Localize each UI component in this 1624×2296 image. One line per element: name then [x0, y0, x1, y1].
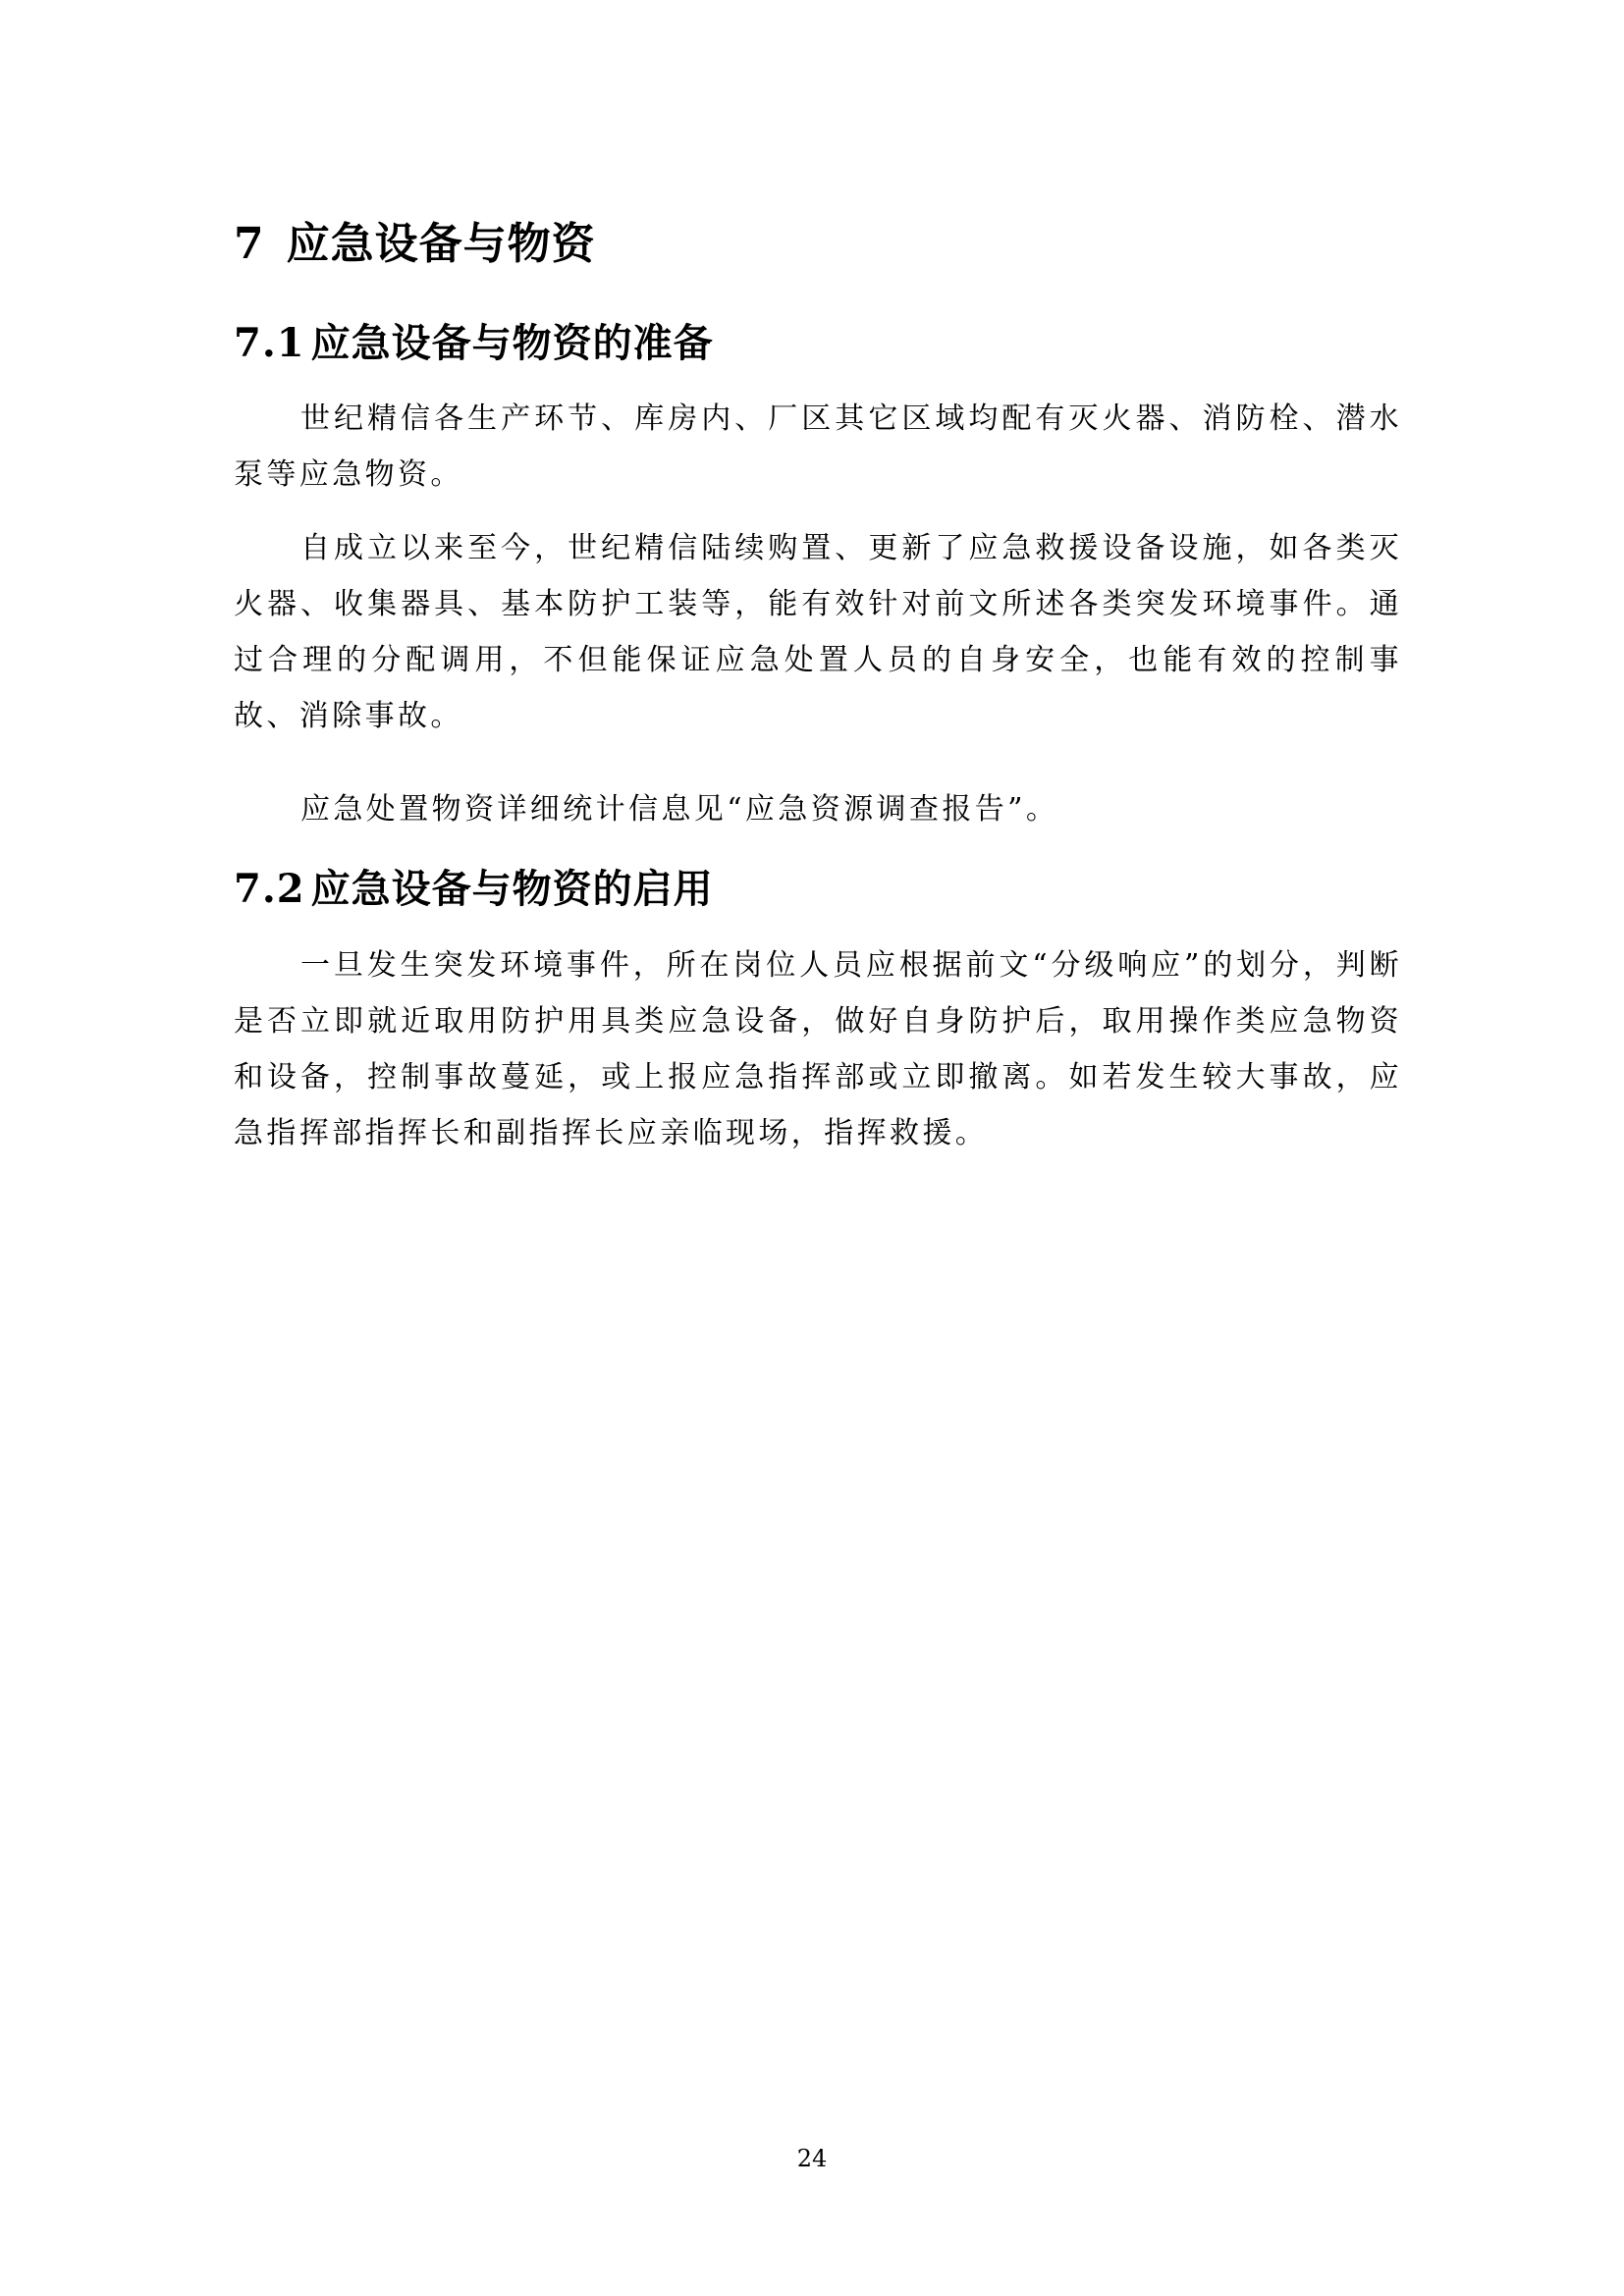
section-heading-7-1	[234, 312, 714, 368]
section-number: 7.1	[234, 320, 305, 366]
section-title: 应急设备与物资的启用	[310, 866, 714, 912]
section-number: 7.2	[234, 866, 305, 912]
paragraph: 应急处置物资详细统计信息见“应急资源调查报告”。	[300, 792, 1059, 827]
paragraph: 世纪精信各生产环节、库房内、厂区其它区域均配有灭火器、消防栓、潜水泵等应急物资。	[234, 401, 1402, 492]
page-number: 24	[796, 2145, 828, 2172]
chapter-title: 应急设备与物资	[286, 219, 596, 269]
paragraph: 一旦发生突发环境事件，所在岗位人员应根据前文“分级响应”的划分，判断是否立即就近取用防护用具类应急设备，做好自身防护后，取用操作类应急物资和设备，控制事故蔓延，或上报应急指挥部或立即撤离。如若发生较大事故，应急指挥部指挥长和副指挥长应亲临现场，指挥救援。	[234, 948, 1402, 1150]
section-title: 应急设备与物资的准备	[310, 320, 714, 366]
section-heading-7-2	[234, 858, 714, 914]
chapter-number: 7	[234, 219, 265, 269]
paragraph: 自成立以来至今，世纪精信陆续购置、更新了应急救援设备设施，如各类灭火器、收集器具、基本防护工装等，能有效针对前文所述各类突发环境事件。通过合理的分配调用，不但能保证应急处置人员的自身安全，也能有效的控制事故、消除事故。	[234, 531, 1402, 733]
chapter-heading	[234, 208, 596, 271]
